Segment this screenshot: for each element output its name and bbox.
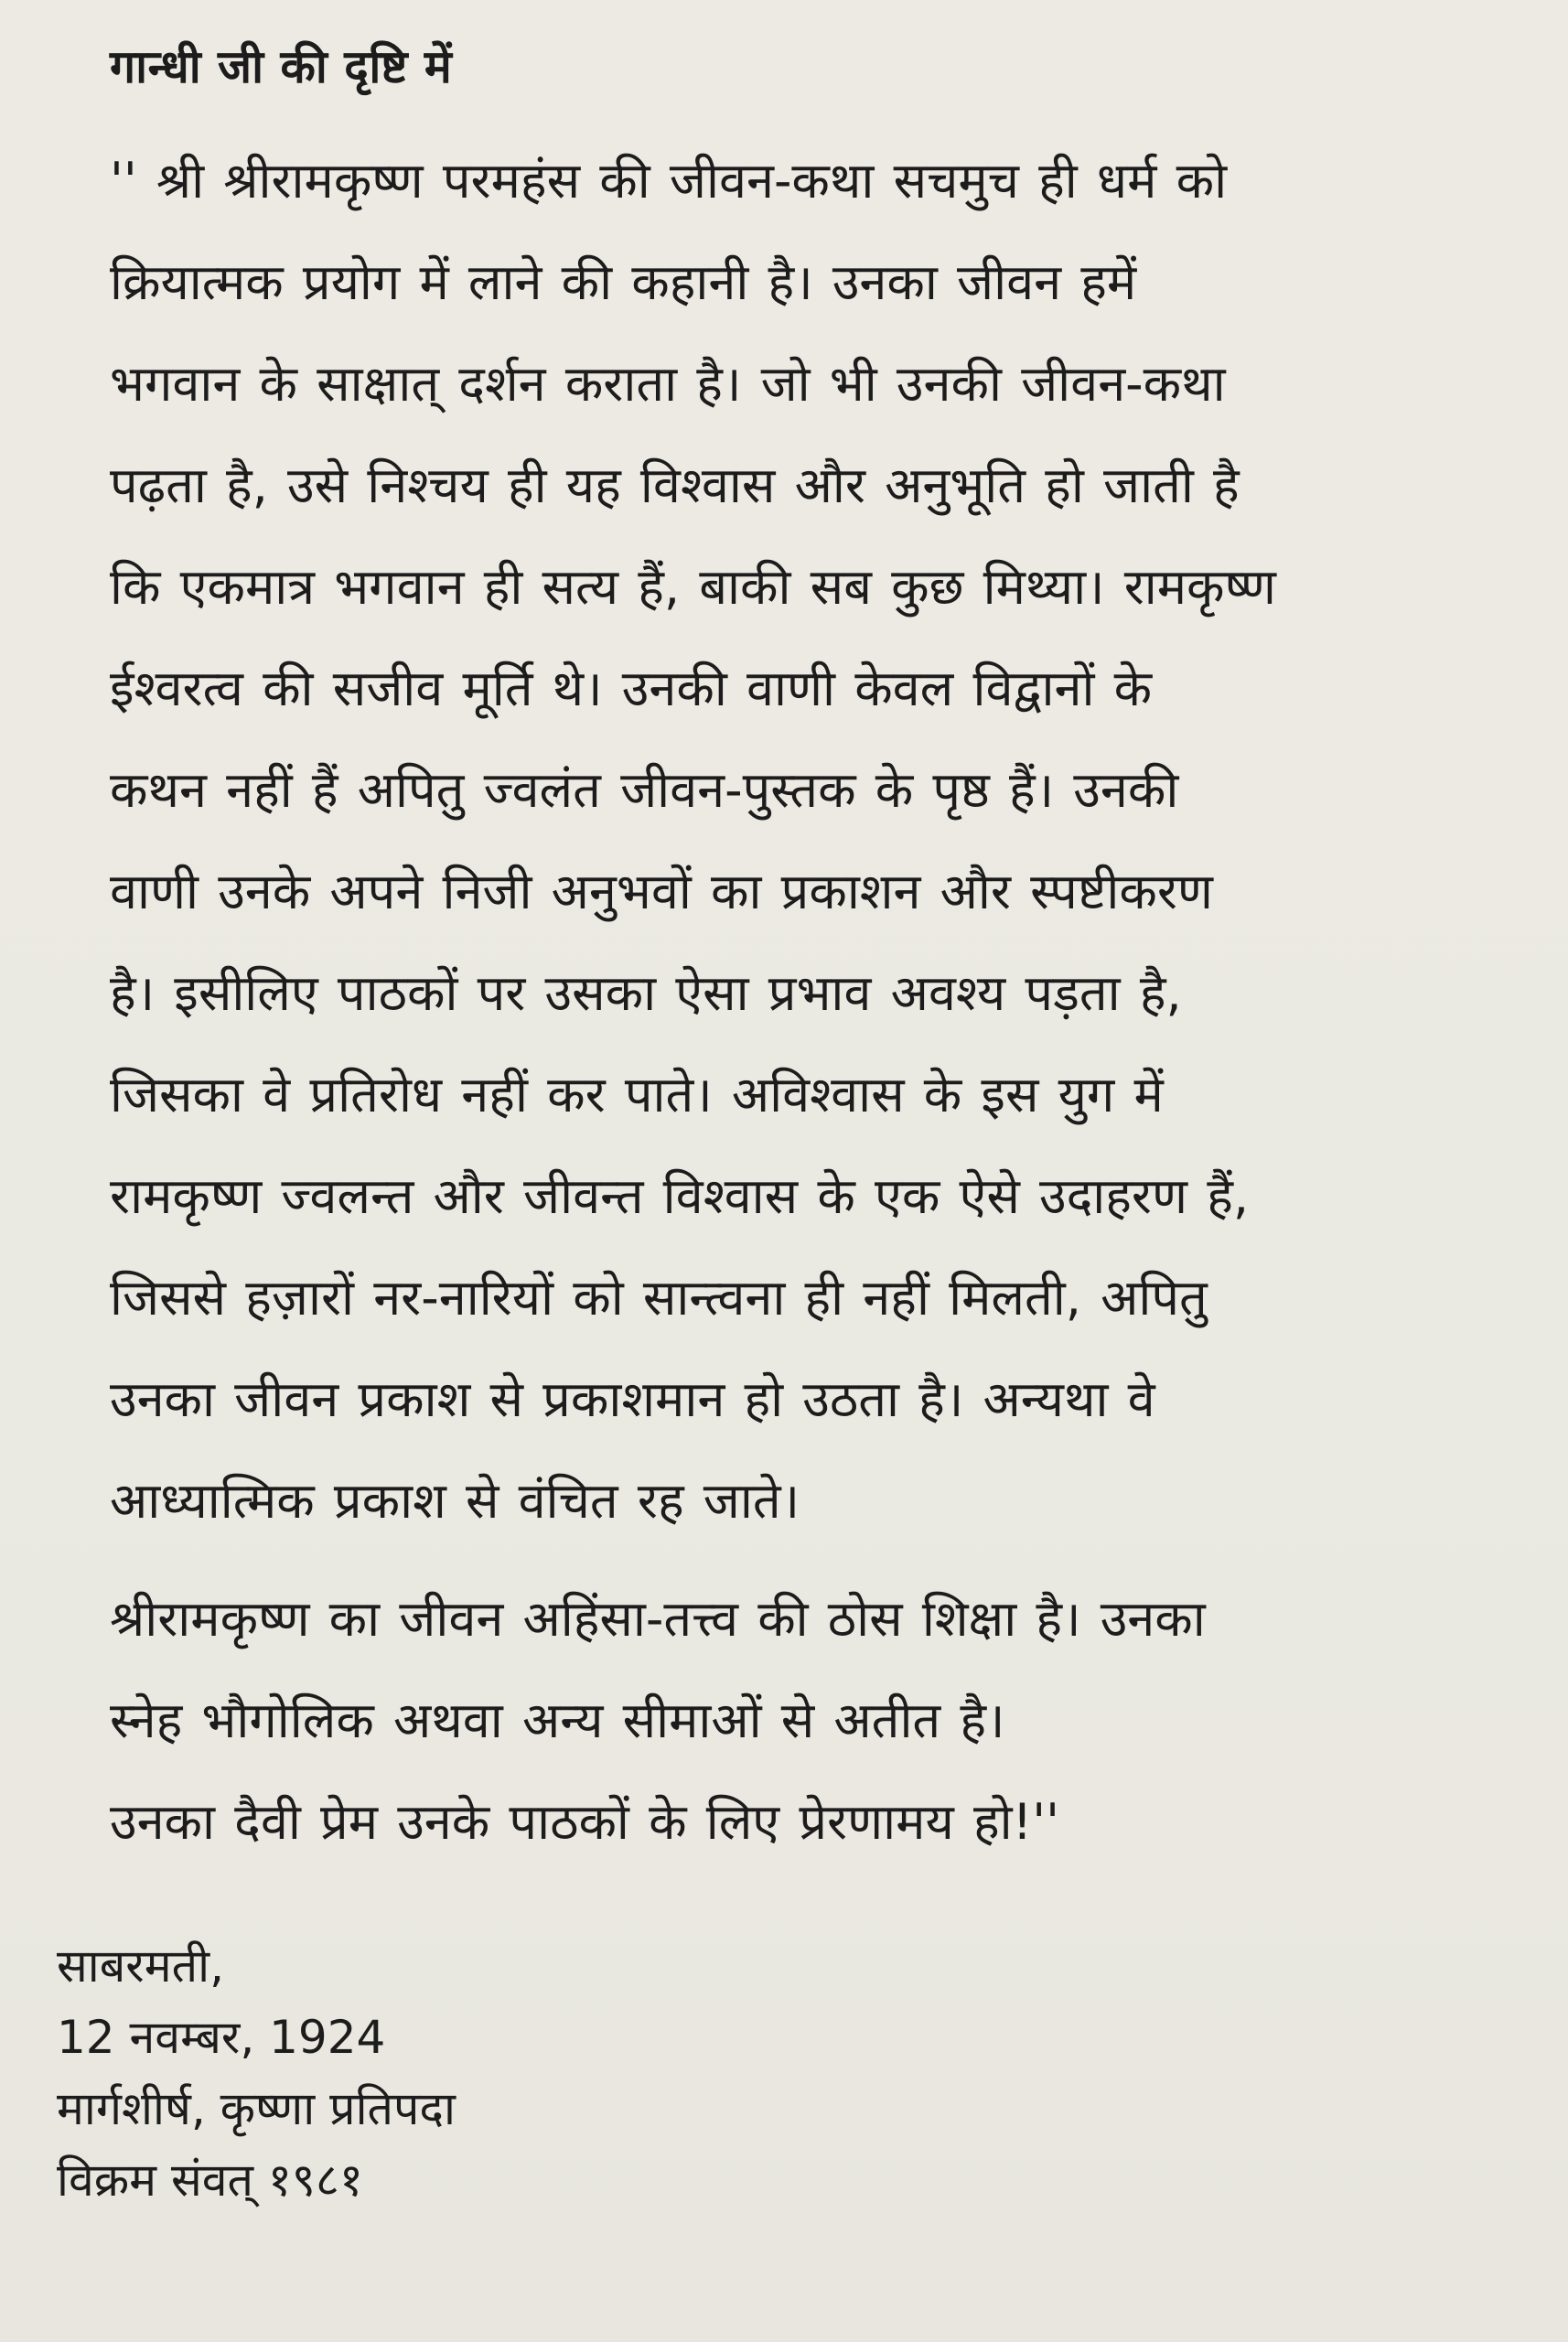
quote-line: वाणी उनके अपने निजी अनुभवों का प्रकाशन और स्पष्टीकरण xyxy=(110,863,1213,920)
page-heading: गान्धी जी की दृष्टि में xyxy=(110,40,453,93)
quote-line: जिससे हज़ारों नर-नारियों को सान्त्वना ही नहीं मिलती, अपितु xyxy=(110,1269,1208,1327)
quote-line: है। इसीलिए पाठकों पर उसका ऐसा प्रभाव अवश्य पड़ता है, xyxy=(110,964,1182,1022)
signature-hindu-date: मार्गशीर्ष, कृष्णा प्रतिपदा xyxy=(57,2082,456,2135)
quote-line: स्नेह भौगोलिक अथवा अन्य सीमाओं से अतीत है। xyxy=(110,1692,1005,1749)
signature-samvat: विक्रम संवत् १९८१ xyxy=(57,2154,363,2207)
quote-line: उनका दैवी प्रेम उनके पाठकों के लिए प्रेरणामय हो!'' xyxy=(110,1793,1059,1851)
quote-line: श्रीरामकृष्ण का जीवन अहिंसा-तत्त्व की ठोस शिक्षा है। उनका xyxy=(110,1590,1206,1648)
quote-line: पढ़ता है, उसे निश्चय ही यह विश्वास और अनुभूति हो जाती है xyxy=(110,457,1240,514)
quote-line: '' श्री श्रीरामकृष्ण परमहंस की जीवन-कथा सचमुच ही धर्म को xyxy=(110,152,1228,209)
paragraph-spacer xyxy=(110,1552,1504,1568)
quote-line: कथन नहीं हैं अपितु ज्वलंत जीवन-पुस्तक के पृष्ठ हैं। उनकी xyxy=(110,761,1179,819)
quote-line: भगवान के साक्षात् दर्शन कराता है। जो भी उनकी जीवन-कथा xyxy=(110,355,1226,413)
quote-line: ईश्वरत्व की सजीव मूर्ति थे। उनकी वाणी केवल विद्वानों के xyxy=(110,660,1153,717)
quote-line: उनका जीवन प्रकाश से प्रकाशमान हो उठता है। अन्यथा वे xyxy=(110,1370,1155,1428)
quote-paragraph-1 xyxy=(110,130,1504,1552)
quote-paragraph-2 xyxy=(110,1568,1504,1771)
quote-line: जिसका वे प्रतिरोध नहीं कर पाते। अविश्वास के इस युग में xyxy=(110,1066,1164,1123)
signature-date: 12 नवम्बर, 1924 xyxy=(57,2011,386,2064)
quote-line: क्रियात्मक प्रयोग में लाने की कहानी है। उनका जीवन हमें xyxy=(110,253,1137,311)
signature-block xyxy=(57,1930,456,2216)
quote-line: रामकृष्ण ज्वलन्त और जीवन्त विश्वास के एक ऐसे उदाहरण हैं, xyxy=(110,1167,1250,1225)
quote-line: कि एकमात्र भगवान ही सत्य हैं, बाकी सब कुछ मिथ्या। रामकृष्ण xyxy=(110,558,1276,616)
signature-place: साबरमती, xyxy=(57,1939,224,1993)
quote-line: आध्यात्मिक प्रकाश से वंचित रह जाते। xyxy=(110,1472,800,1530)
quote-paragraph-3 xyxy=(110,1771,1504,1873)
